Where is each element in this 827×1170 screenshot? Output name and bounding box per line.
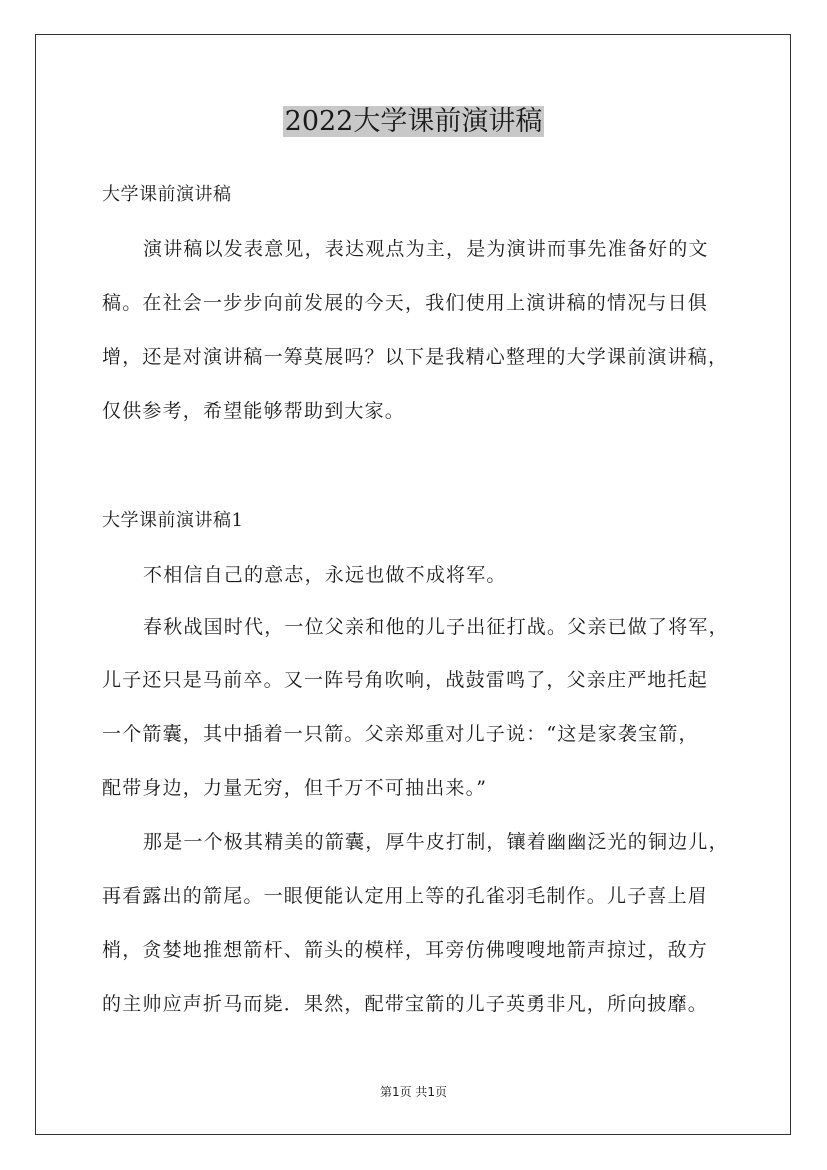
paragraph-line: 儿子还只是马前卒。又一阵号角吹响，战鼓雷鸣了，父亲庄严地托起 (102, 669, 709, 691)
paragraph-line: 演讲稿以发表意见，表达观点为主，是为演讲而事先准备好的文 (143, 238, 709, 260)
paragraph-line: 不相信自己的意志，永远也做不成将军。 (143, 564, 507, 586)
section-heading: 大学课前演讲稿1 (102, 510, 244, 531)
paragraph-line: 那是一个极其精美的箭囊，厚牛皮打制，镶着幽幽泛光的铜边儿， (143, 831, 729, 853)
paragraph-line: 仅供参考，希望能够帮助到大家。 (102, 400, 406, 422)
paragraph-line: 一个箭囊，其中插着一只箭。父亲郑重对儿子说：“这是家袭宝箭， (102, 723, 699, 745)
paragraph-line: 春秋战国时代，一位父亲和他的儿子出征打战。父亲已做了将军， (143, 616, 729, 638)
paragraph-line: 梢，贪婪地推想箭杆、箭头的模样，耳旁仿佛嗖嗖地箭声掠过，敌方 (102, 939, 709, 961)
paragraph-line: 再看露出的箭尾。一眼便能认定用上等的孔雀羽毛制作。儿子喜上眉 (102, 885, 709, 907)
document-title: 2022大学课前演讲稿 (284, 106, 543, 137)
paragraph-line: 增，还是对演讲稿一筹莫展吗？以下是我精心整理的大学课前演讲稿， (102, 346, 729, 368)
paragraph-line: 配带身边，力量无穷，但千万不可抽出来。” (102, 777, 488, 799)
paragraph-line: 稿。在社会一步步向前发展的今天，我们使用上演讲稿的情况与日俱 (102, 292, 709, 314)
page-footer: 第1页 共1页 (379, 1085, 448, 1099)
paragraph-line: 的主帅应声折马而毙．果然，配带宝箭的儿子英勇非凡，所向披靡。 (102, 993, 709, 1015)
intro-heading: 大学课前演讲稿 (102, 184, 232, 205)
